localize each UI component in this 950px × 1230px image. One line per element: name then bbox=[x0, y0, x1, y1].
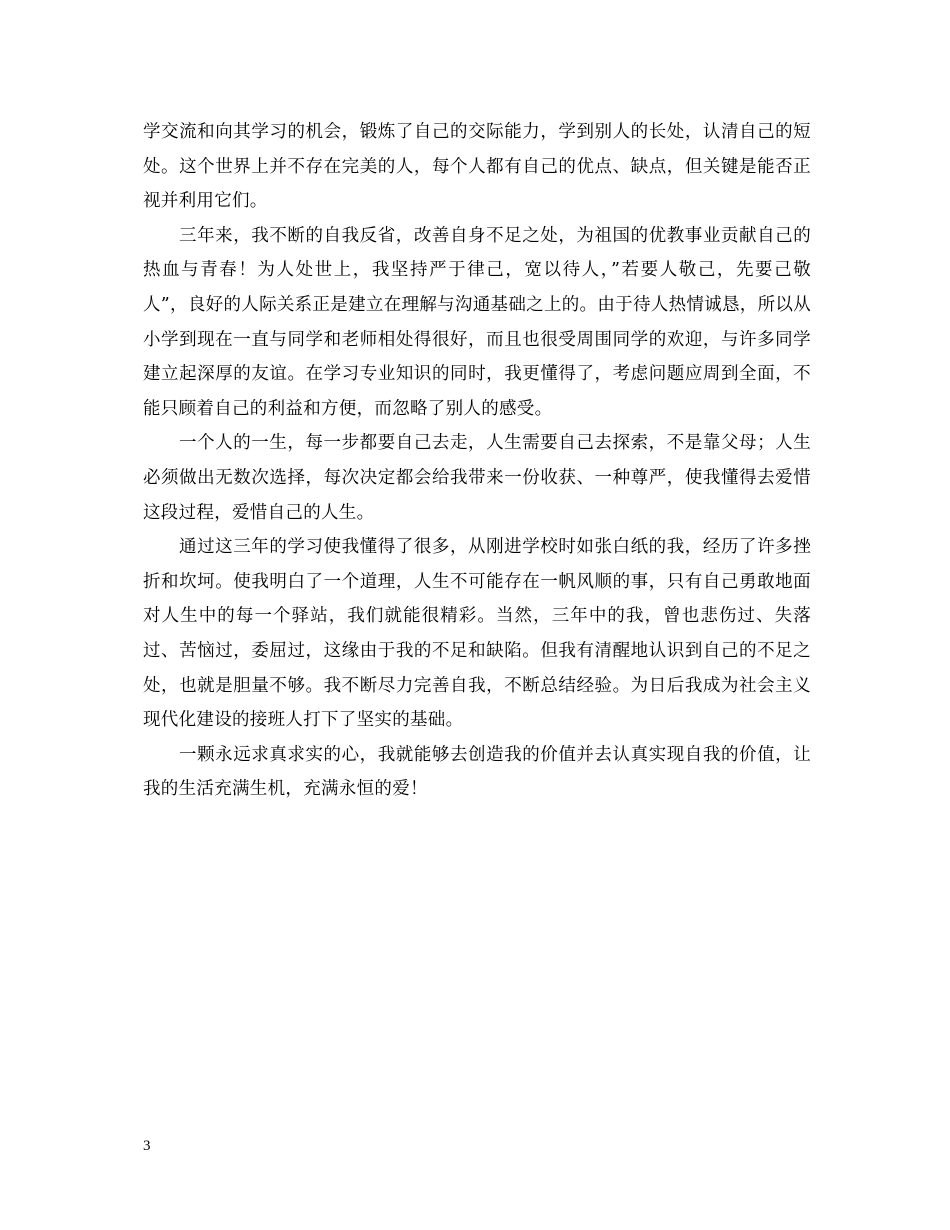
paragraph-three-years-study: 通过这三年的学习使我懂得了很多，从刚进学校时如张白纸的我，经历了许多挫折和坎坷。使我明白了一个道理，人生不可能存在一帆风顺的事，只有自己勇敢地面对人生中的每一个驿站，我们就能很精彩。当然，三年中的我，曾也悲伤过、失落过、苦恼过，委屈过，这缘由于我的不足和缺陷。但我有清醒地认识到自己的不足之处，也就是胆量不够。我不断尽力完善自我，不断总结经验。为日后我成为社会主义现代化建设的接班人打下了坚实的基础。 bbox=[143, 537, 811, 731]
paragraph-life-choices: 一个人的一生，每一步都要自己去走，人生需要自己去探索，不是靠父母；人生必须做出无数次选择，每次决定都会给我带来一份收获、一种尊严，使我懂得去爱惜这段过程，爱惜自己的人生。 bbox=[143, 433, 811, 523]
paragraph-closing: 一颗永远求真求实的心，我就能够去创造我的价值并去认真实现自我的价值，让我的生活充满生机，充满永恒的爱！ bbox=[143, 744, 811, 800]
paragraph-continuation: 学交流和向其学习的机会，锻炼了自己的交际能力，学到别人的长处，认清自己的短处。这个世界上并不存在完美的人，每个人都有自己的优点、缺点，但关键是能否正视并利用它们。 bbox=[143, 122, 811, 212]
paragraph-self-reflection: 三年来，我不断的自我反省，改善自身不足之处，为祖国的优教事业贡献自己的热血与青春！为人处世上，我坚持严于律己，宽以待人，”若要人敬己，先要己敬人”，良好的人际关系正是建立在理解与沟通基础之上的。由于待人热情诚恳，所以从小学到现在一直与同学和老师相处得很好，而且也很受周围同学的欢迎，与许多同学建立起深厚的友谊。在学习专业知识的同时，我更懂得了，考虑问题应周到全面，不能只顾着自己的利益和方便，而忽略了别人的感受。 bbox=[143, 225, 811, 419]
document-body bbox=[143, 115, 811, 807]
page-number: 3 bbox=[143, 1138, 151, 1154]
